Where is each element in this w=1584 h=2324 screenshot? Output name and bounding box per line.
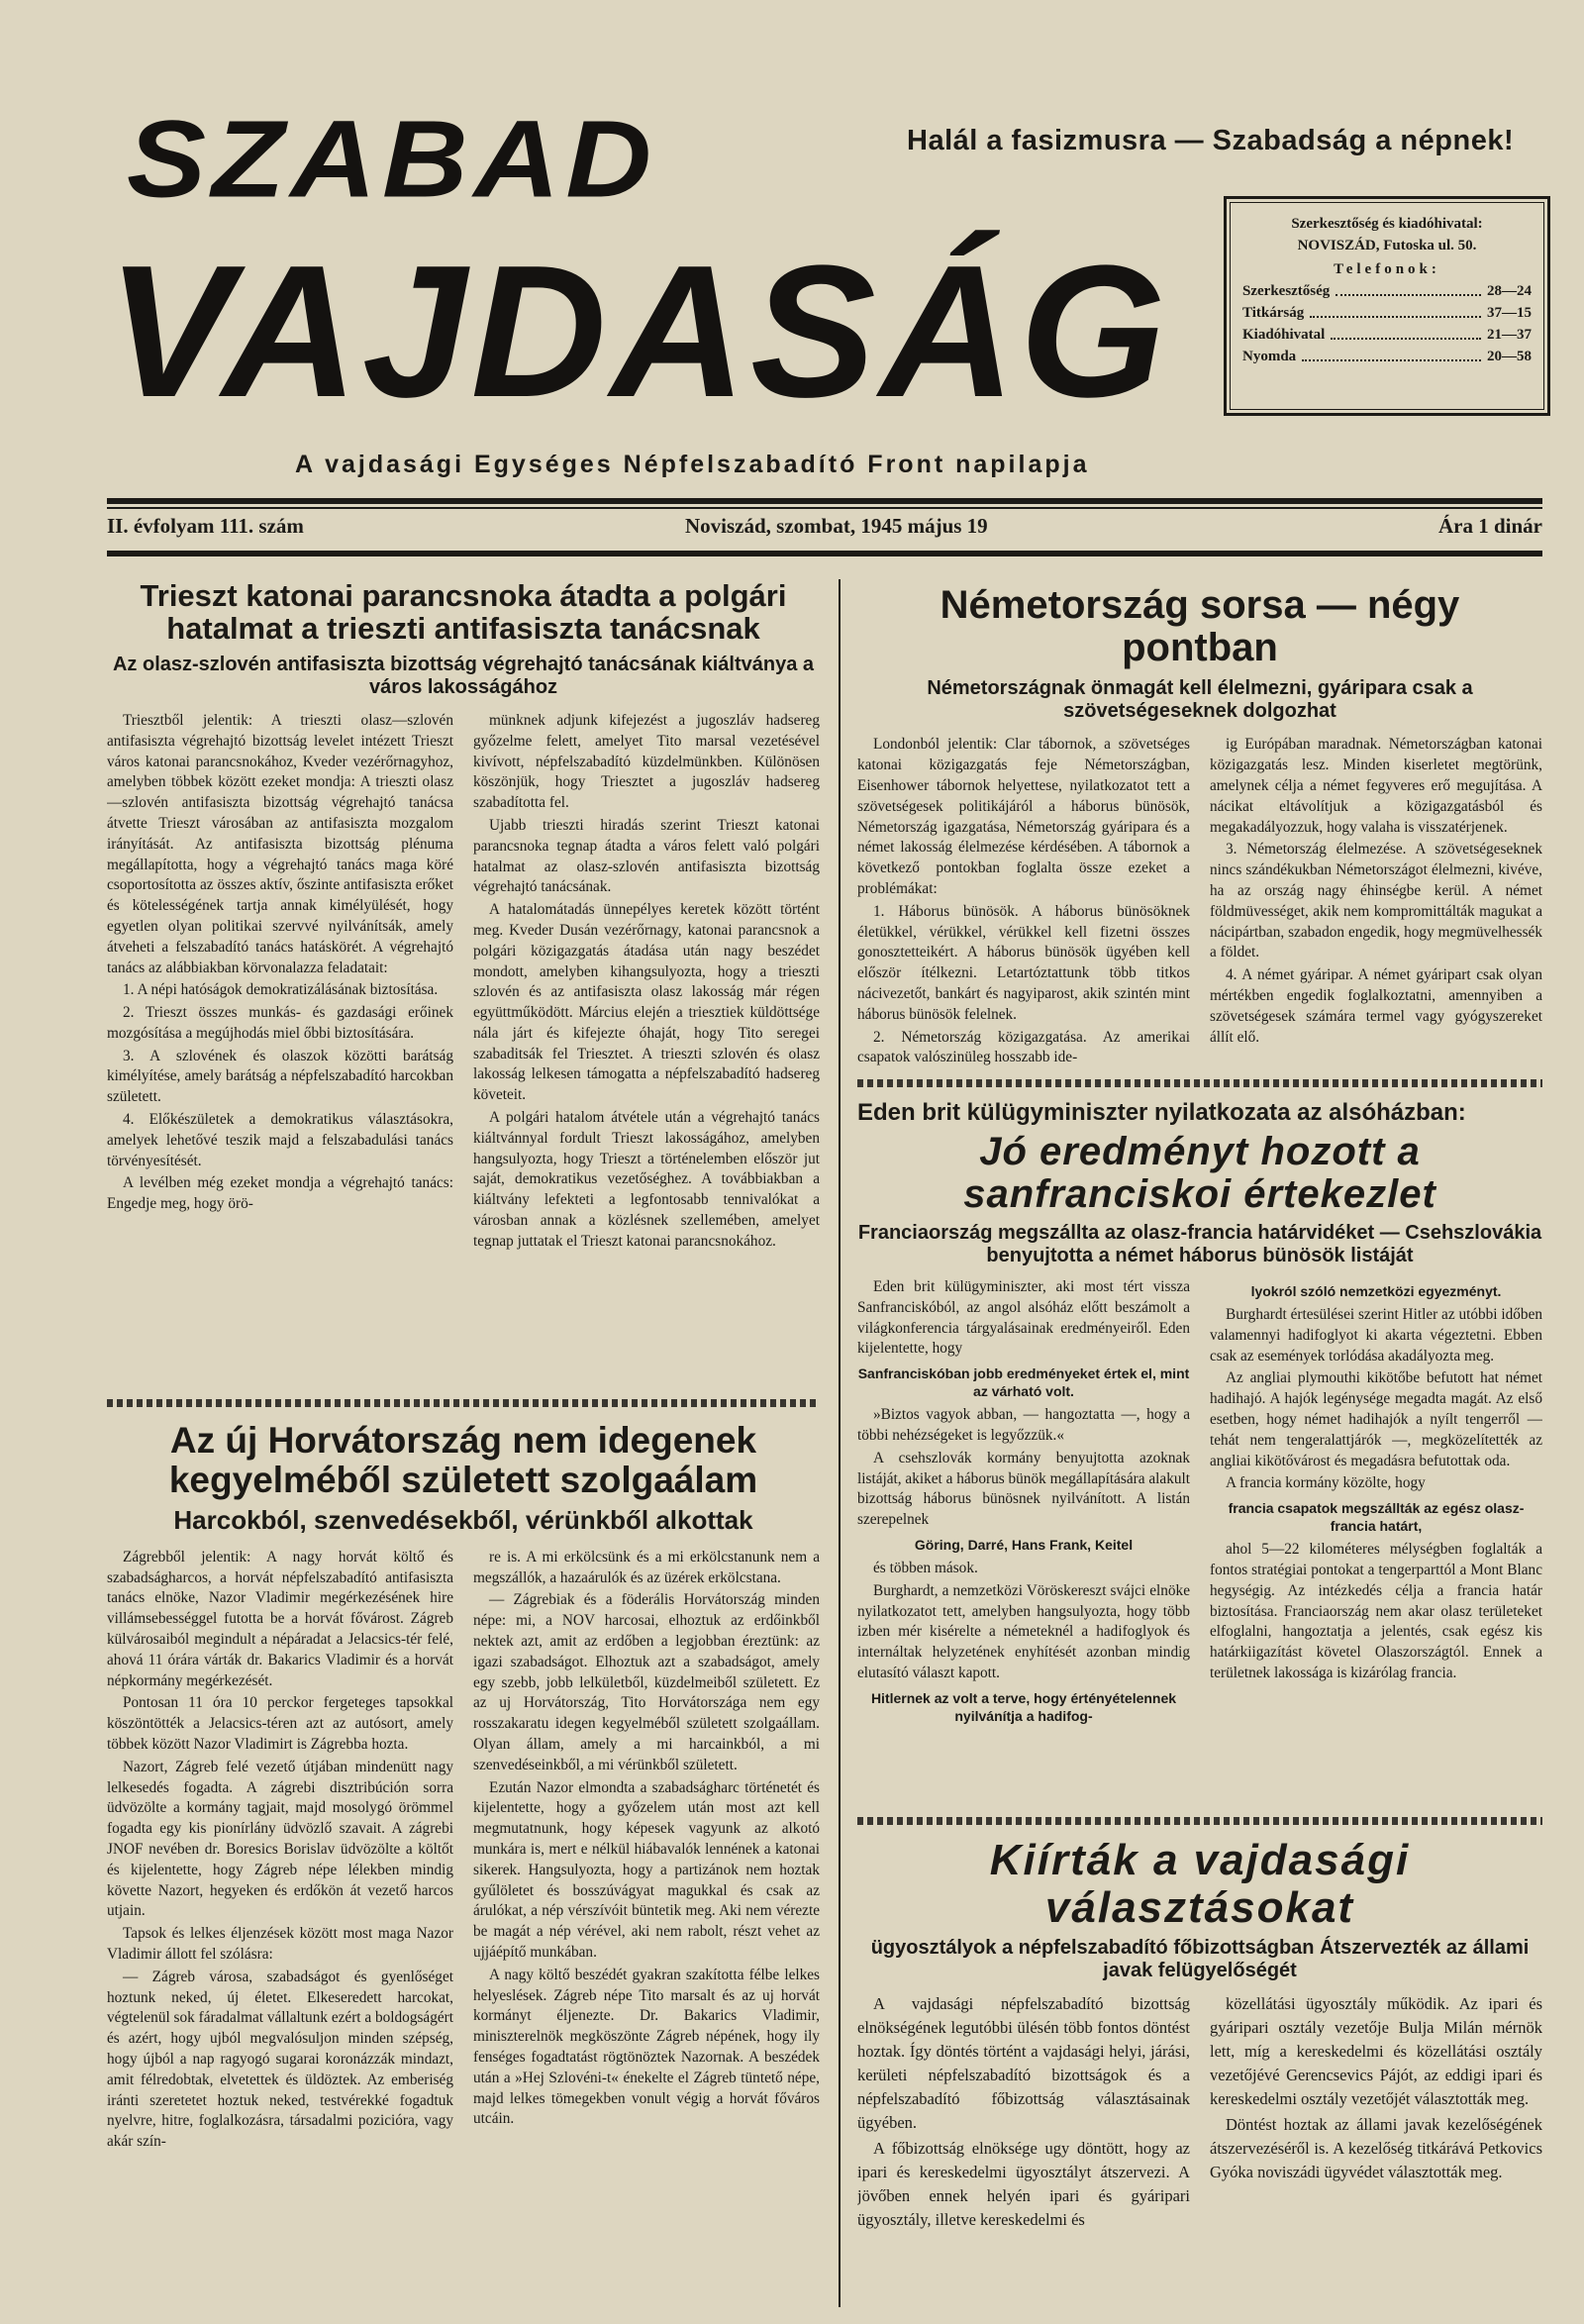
paragraph: 2. Trieszt összes munkás- és gazdasági erőinek mozgósítása a megújhodás miel őbbi biztosítására. <box>107 1004 453 1042</box>
phone-name: Titkárság <box>1242 305 1305 321</box>
office-label: Szerkesztőség és kiadóhivatal: <box>1291 216 1483 232</box>
paragraph: A hatalomátadás ünnepélyes keretek között történt meg. Kveder Dusán vezérőrnagy, katonai parancsnok a polgári közigazgatás átadása után nagy beszédet mondott, amelyben kihangsulyozta, hogy a trieszti szlovén és az antifasiszta olasz lakosság már régen együttműködött. Március elején a triesztiek küldöttsége nála járt és kifejezte óhaját, hogy Tito seregei szabaditsák fel Triesztet. A trieszti szlovén és olasz lakosság lelkesen támogatta a népfelszabadító hadsereg követeit. <box>473 901 820 1104</box>
article-trieszt <box>107 579 820 1391</box>
article-column <box>107 1548 453 2155</box>
article-headline: Jó eredményt hozott a sanfranciskoi értekezlet <box>963 1129 1436 1216</box>
article-nemetorszag <box>857 584 1542 1104</box>
paragraph: 2. Németország közigazgatása. Az amerikai csapatok valószinüleg hosszabb ide- <box>857 1028 1190 1066</box>
paragraph: Nazort, Zágreb felé vezető útjában mindenütt nagy lelkesedés fogadta. A zágrebi disztribúción sorra üdvözölte a kormány tagjait, majd mosolygó örömmel fogadta egy kis pionírlány üdvözlő szavait. A zágrebi JNOF nevében dr. Boresics Borislav üdvözölte a költőt és kijelentette, hogy Zágreb népe lélekben mindig követte Nazort, hegyeken és erdőkön át vezető harcos utjain. <box>107 1758 453 1920</box>
phone-number: 21—37 <box>1487 327 1532 343</box>
paragraph: münknek adjunk kifejezést a jugoszláv hadsereg győzelme felett, amelyet Tito marsal vezetésével kivívott, népfelszabadító küzdelmünkben. Különösen köszönjük, hogy Triesztet a jugoszláv hadsereg szabadította fel. <box>473 711 820 812</box>
paragraph: — Zágrebiak és a föderális Horvátország minden népe: mi, a NOV harcosai, elhoztuk az erdőinkből nektek azt, amit az erdőben a legjobban éreztünk: az igazi szabadságot. Elhoztuk azt a szabadságot, amely egy szebb, jobb lelkületből, küzdelmeiből született. Ez az uj Horvátország, Tito Horvátországa nem egy rosszakaratu idegen kegyelméből született szolgaállam. Olyan állam, amely a mi harcainkból, a mi szenvedéseinkből, a mi vérünkből született. <box>473 1591 820 1773</box>
paragraph: ahol 5—22 kilométeres mélységben foglalták a fontos stratégiai pontokat a tengerparttól a Mont Blanc hegységig. Az intézkedés célja a francia határ biztosítása. Franciaország nem akar olasz területeket elfoglalni, hangoztatja a jelentés, csak egész kis határkiigazítást követel Olaszországtól. Ennek a területnek lakossága is kizárólag francia. <box>1210 1541 1542 1681</box>
article-deck: Németországnak önmagát kell élelmezni, gyáripara csak a szövetségeseknek dolgozhat <box>927 677 1473 723</box>
subheading: Sanfranciskóban jobb eredményeket értek el, mint az várható volt. <box>857 1365 1190 1400</box>
issue-date: Noviszád, szombat, 1945 május 19 <box>685 514 988 538</box>
issue-number: II. évfolyam 111. szám <box>107 514 304 538</box>
phones-title: Telefonok: <box>1334 261 1440 277</box>
article-headline: Az új Horvátország nem idegenek kegyelméből született szolgaálam <box>168 1421 758 1500</box>
article-column <box>857 1992 1190 2234</box>
article-headline: Németország sorsa — négy pontban <box>940 584 1460 670</box>
office-address: NOVISZÁD, Futoska ul. 50. <box>1297 238 1477 253</box>
paragraph: 1. Háborus bünösök. A háborus bünösöknek életükkel, vérükkel, vérükkel kell fizetni összes gonosztetteikért. A háborus bünösök ügyében kell először ítélkezni. Letartóztattunk több titkos nácivezetőt, bankárt és nagyiparost, akik szintén mint háborus bünösök felelnek. <box>857 902 1190 1023</box>
article-deck: ügyosztályok a népfelszabadító főbizottságban Átszervezték az állami javak felügyelőségét <box>870 1937 1530 1982</box>
top-rule <box>107 498 1542 504</box>
paragraph: re is. A mi erkölcsünk és a mi erkölcstanunk nem a megszállók, a hazaárulók és az üzérek erkölcstana. <box>473 1548 820 1586</box>
paragraph: 1. A népi hatóságok demokratizálásának biztosítása. <box>123 981 439 999</box>
paragraph: A csehszlovák kormány benyujtotta azoknak listáját, akiket a háborus bünök megállapítására alakult bizottság háborus bünösnek nyilvánított. A listán szerepelnek <box>857 1449 1190 1529</box>
paragraph: A nagy költő beszédét gyakran szakította félbe lelkes helyeslések. Zágreb népe Tito marsalt és az uj horvát kormányt éljenezte. Dr. Bakarics Vladimir, miniszterelnök megköszönte Zágreb népének, hogy ily fenséges fogadtatást rögtönöztek Nazornak. A beszédek után a »Hej Szlovéni-t« énekelte el Zágreb tüntető népe, majd lelkes tömegekben vonult végig a horvát főváros utcáin. <box>473 1966 820 2128</box>
article-column <box>1210 1992 1542 2234</box>
phone-row <box>1242 324 1532 346</box>
paragraph: A polgári hatalom átvétele után a végrehajtó tanács kiáltvánnyal fordult Trieszt lakosságához, amelyben hangsulyozta, hogy Trieszt a történelemben először jut saját, demokratikus vezetőséghez. A továbbiakban a kiáltvány lefekteti a legfontosabb tennivalókat a városban annak a közlésnek szellemében, amelyet tegnap juttatak el Trieszt katonai parancsnokához. <box>473 1109 820 1250</box>
masthead-motto: Halál a fasizmusra — Szabadság a népnek! <box>907 125 1515 156</box>
bottom-rule <box>107 551 1542 556</box>
article-column <box>1210 735 1542 1070</box>
paragraph: Eden brit külügyminiszter, aki most tért vissza Sanfranciskóból, az angol alsóház előtt beszámolt a világkonferencia tárgyalásainak eredményeiről. Eden kijelentette, hogy <box>857 1277 1190 1358</box>
paragraph: ig Európában maradnak. Németországban katonai közigazgatás lesz. Minden kiserletet megtörünk, amelynek célja a német fegyveres erő megujítása. A nácikat eltávolítjuk a közigazgatásból és megakadályozzuk, hogy valaha is visszatérjenek. <box>1210 736 1542 836</box>
paragraph: Pontosan 11 óra 10 perckor fergeteges tapsokkal köszöntötték a Jelacsics-téren azt az autósort, amely többek között Nazor Vladimirt is Zágrebba hozta. <box>107 1694 453 1753</box>
article-horvatorszag <box>107 1421 820 2302</box>
paragraph: Döntést hoztak az állami javak kezelőségének átszervezéséről is. A kezelőség titkárává Petkovics Gyóka noviszádi ügyvédet választották meg. <box>1210 2115 1542 2182</box>
paragraph: A levélben még ezeket mondja a végrehajtó tanács: Engedje meg, hogy örö- <box>107 1174 453 1213</box>
paragraph: A vajdasági népfelszabadító bizottság elnökségének legutóbbi ülésén több fontos döntést hoztak. Így döntés történt a vajdasági helyi, járási, kerületi népfelszabadító bizottságok és a népfelszabadító főbizottság választásainak ügyében. <box>857 1994 1190 2133</box>
contact-box <box>1224 196 1550 416</box>
phone-name: Kiadóhivatal <box>1242 327 1326 343</box>
phone-row <box>1242 302 1532 324</box>
section-divider <box>857 1817 1542 1825</box>
paragraph: A főbizottság elnöksége ugy döntött, hogy az ipari és kereskedelmi ügyosztályt átszervezi. A jövőben ennek helyén ipari és gyáripari ügyosztály, illetve kereskedelmi és <box>857 2139 1190 2230</box>
article-column <box>473 1548 820 2155</box>
paragraph: Ujabb trieszti hiradás szerint Trieszt katonai parancsnoka tegnap átadta a város felett való polgári hatalmat az olasz-szlovén antifasiszta bizottság végrehajtó tanácsának. <box>473 816 820 896</box>
article-column <box>1210 1277 1542 1730</box>
paragraph: Ezután Nazor elmondta a szabadságharc történetét és kijelentette, hogy a győzelem után most azt kell megmutatnunk, hogy képesek vagyunk az alkotó munkára is, mert e nélkül hiábavalók lennének a katonai sikerek. Hangsulyozta, hogy a partizánok nem hoztak gyűlöletet és bosszúvágyat magukkal és csak az árulókat, a nép vérszívóit büntetik meg. Aki nem vérezte be magát a nép vérével, aki nem rabolt, részt vehet az ujjáépítő munkában. <box>473 1778 820 1961</box>
subheading: Hitlernek az volt a terve, hogy értényételennek nyilvánítja a hadifog- <box>870 1689 1177 1724</box>
issue-price: Ára 1 dinár <box>1438 514 1542 538</box>
subheading: francia csapatok megszállták az egész olasz-francia határt, <box>1228 1500 1525 1535</box>
subheading: Göring, Darré, Hans Frank, Keitel <box>914 1536 1134 1553</box>
paragraph: Zágrebből jelentik: A nagy horvát költő és szabadságharcos, a horvát népfelszabadító antifasiszta tanács elnöke, Nazor Vladimir megérkezésének hire villámsebességgel futotta be a horvát fővárost. Zágreb külvárosaiból megindult a népáradat a Jelacsics-tér felé, ahová 11 órára várták dr. Bakarics Vladimir és a horvát népkormány megérkezését. <box>107 1548 453 1689</box>
paragraph: Burghardt értesülései szerint Hitler az utóbbi időben valamennyi hadifoglyot ki akarta végeztetni. Ebben csak az események torlódása akadályozta meg. <box>1210 1305 1542 1364</box>
phone-row <box>1242 346 1532 367</box>
phone-number: 28—24 <box>1487 283 1532 299</box>
article-column <box>857 1277 1190 1730</box>
subheading: lyokról szóló nemzetközi egyezményt. <box>1250 1282 1502 1299</box>
paragraph: Triesztből jelentik: A trieszti olasz—szlovén antifasiszta végrehajtó bizottság levelet intézett Trieszt város katonai parancsnokához, Kveder vezérőrnagyhoz, amelyben többek között ezeket mondja: A trieszti olasz—szlovén antifasiszta bizottság végrehajtó tanácsa átvette Trieszt városában az antifasiszta mozgalom irányítását. Az antifasiszta bizottság plénuma megállapította, hogy a végrehajtó tanács maga köré csoportosította az összes aktív, őszinte antifasiszta erőket és kötelességének tartja annak kimélyülését, hogy egyetlen olyan politikai szervvé nyilvánítsák, amely átveheti a felszabadító tanács hatáskörét. A végrehajtó tanács az alábbiakban körvonalazza feladatait: <box>107 711 453 976</box>
paragraph: 3. A szlovének és olaszok közötti barátság kimélyítése, amely barátság a népfelszabadító harcokban született. <box>107 1047 453 1106</box>
masthead-title-line2: VAJDASÁG <box>107 227 1170 437</box>
article-eden <box>857 1099 1542 1817</box>
paragraph: Tapsok és lelkes éljenzések között most maga Nazor Vladimir állott fel szólásra: <box>107 1925 453 1963</box>
article-deck: Harcokból, szenvedésekből, vérünkből alkottak <box>173 1504 753 1535</box>
date-bar <box>107 514 1542 544</box>
paragraph: és többen mások. <box>873 1559 978 1576</box>
article-kicker: Eden brit külügyminiszter nyilatkozata az alsóházban: <box>857 1099 1466 1126</box>
section-divider <box>107 1399 820 1407</box>
column-divider <box>839 579 841 2307</box>
section-divider <box>857 1079 1542 1087</box>
paragraph: 4. A német gyáripar. A német gyáripart csak olyan mértékben engedik foglalkoztatni, amennyiben a szövetségesek számára termel vagy gyógyszereket állít elő. <box>1210 966 1542 1046</box>
paragraph: 3. Németország élelmezése. A szövetségeseknek nincs szándékukban Németországot élelmezni, kivéve, ha az ország nagy éhinségbe kerül. A német földmüvességet, akik nem kompromittálták magukat a nácipártban, szabadon engedik, hogy megmüvelhessék a földet. <box>1210 841 1542 961</box>
top-rule-thin <box>107 507 1542 509</box>
phone-number: 20—58 <box>1487 349 1532 364</box>
paragraph: 4. Előkészületek a demokratikus választásokra, amelyek lehetővé teszik majd a felszabadulási tanács törvényesítését. <box>107 1111 453 1169</box>
paragraph: Londonból jelentik: Clar tábornok, a szövetséges katonai közigazgatás feje Németországban, Eisenhower tábornok helyettese, nyilatkozatot tett a szövetségesek politikájáról a háborus bünösök, Németország igazgatása, Németország gyáripara és a német lakosság élelmezése kérdésében. A tábornok a következő pontokban foglalta össze ezeket a problémákat: <box>857 736 1190 897</box>
article-deck: Az olasz-szlovén antifasiszta bizottság végrehajtó tanácsának kiáltványa a város lakosságához <box>112 653 815 698</box>
article-column <box>857 735 1190 1070</box>
article-column <box>473 711 820 1255</box>
masthead-subtitle: A vajdasági Egységes Népfelszabadító Front napilapja <box>295 451 1090 478</box>
phone-number: 37—15 <box>1487 305 1532 321</box>
phone-row <box>1242 280 1532 302</box>
article-deck: Franciaország megszállta az olasz-francia határvidéket — Csehszlovákia benyujtotta a német háborus bünösök listáját <box>857 1221 1542 1266</box>
article-headline: Kiírták a vajdasági választásokat <box>989 1837 1411 1932</box>
article-column <box>107 711 453 1255</box>
masthead-title-line1: SZABAD <box>127 97 657 221</box>
paragraph: »Biztos vagyok abban, — hangoztatta —, hogy a többi nehézségeket is legyőzzük.« <box>857 1406 1190 1444</box>
article-headline: Trieszt katonai parancsnoka átadta a polgári hatalmat a trieszti antifasiszta tanácsnak <box>140 579 787 647</box>
paragraph: Burghardt, a nemzetközi Vöröskereszt svájci elnöke nyilatkozatot tett, amelyben hangsulyozta, hogy több izben mér kisérelte a németeknél a hadifoglyok és internáltak helyzetének enyhítését azonban mindig elutasító választ kapott. <box>857 1581 1190 1681</box>
paragraph: Az angliai plymouthi kikötőbe befutott hat német hadihajó. A hajók legénysége megadta magát. Az első esetben, hogy német hadihajók a nyílt tengerről — tehát nem tengeralattjárók —, megközelítették az angliai kikötővárost és megadásra befutottak oda. <box>1210 1369 1542 1469</box>
paragraph: közellátási ügyosztály működik. Az ipari és gyáripari osztály vezetője Bulja Milán mérnök lett, míg a kereskedelmi és közellátási osztály vezetőjévé Gerencsevics Pájót, az eddigi ipari és kereskedelmi osztály vezetőjét választották meg. <box>1210 1994 1542 2109</box>
phone-name: Szerkesztőség <box>1242 283 1331 299</box>
masthead <box>107 97 1572 485</box>
article-valasztasok <box>857 1837 1542 2307</box>
paragraph: — Zágreb városa, szabadságot és gyenlőséget hoztunk neked, új életet. Elkeseredett harcokat, végtelenül sok fáradalmat vállaltunk ezért a boldogságért és azért, hogy ujból megvalósuljon minden szépség, hogy újból a nap ragyogó sugarai koronázzák mindazt, amit félredobtak, elvetettek és üldöztek. Az emberiség iránti szeretetet hoztuk neked, testvérekké fogadtuk nyelvre, hitre, foglalkozásra, társadalmi pozicióra, vagy akár szín- <box>107 1968 453 2151</box>
phone-name: Nyomda <box>1242 349 1297 364</box>
paragraph: A francia kormány közölte, hogy <box>1226 1474 1426 1492</box>
